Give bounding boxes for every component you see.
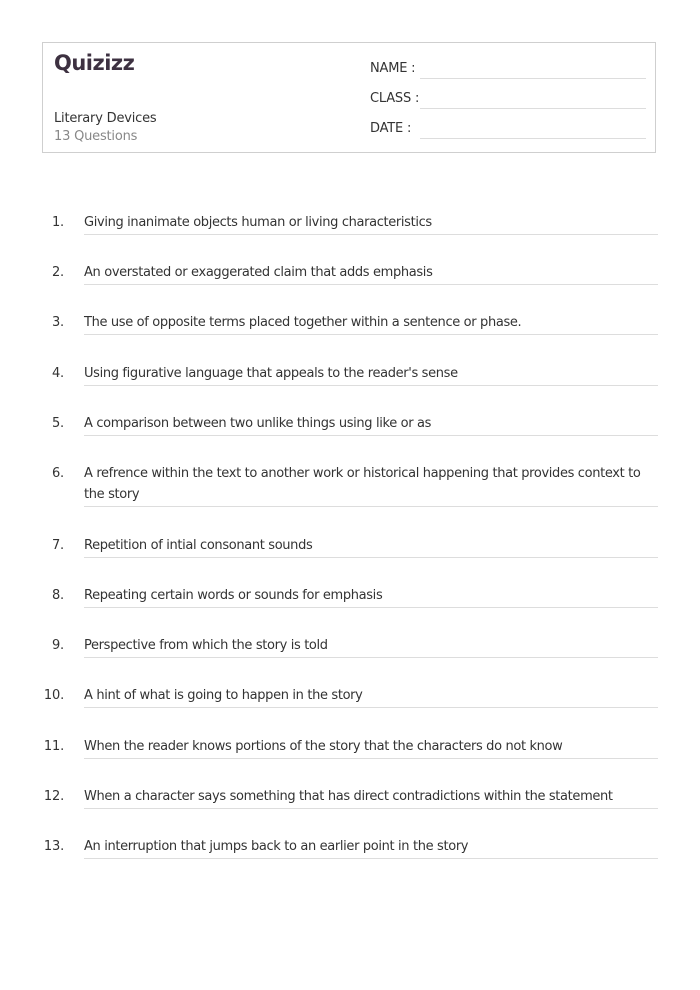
question-number: 11. [43, 739, 64, 754]
date-label: DATE : [370, 121, 412, 136]
question-number: 13. [43, 839, 64, 854]
question-text: Giving inanimate objects human or living characteristics [84, 212, 658, 235]
worksheet-title: Literary Devices [54, 111, 157, 126]
question-number: 10. [43, 688, 64, 703]
date-field[interactable] [370, 121, 646, 141]
quizizz-logo: Quizizz [54, 51, 135, 75]
question-text: Perspective from which the story is told [84, 635, 658, 658]
question-number: 3. [51, 315, 64, 330]
question-number: 8. [51, 588, 64, 603]
question-number: 1. [51, 215, 64, 230]
class-field[interactable] [370, 91, 646, 111]
name-field[interactable] [370, 61, 646, 81]
question-number: 5. [51, 416, 64, 431]
worksheet-header [42, 42, 656, 153]
question-number: 7. [51, 538, 64, 553]
question-number: 6. [51, 466, 64, 481]
question-text: When the reader knows portions of the story that the characters do not know [84, 736, 658, 759]
question-number: 9. [51, 638, 64, 653]
question-number: 2. [51, 265, 64, 280]
question-text: A comparison between two unlike things using like or as [84, 413, 658, 436]
question-text: Using figurative language that appeals to the reader's sense [84, 363, 658, 386]
question-count: 13 Questions [54, 129, 138, 144]
question-number: 4. [51, 366, 64, 381]
question-text: The use of opposite terms placed together within a sentence or phase. [84, 312, 658, 335]
question-text: A refrence within the text to another work or historical happening that provides context to the story [84, 463, 658, 507]
name-label: NAME : [370, 61, 416, 76]
question-text: Repetition of intial consonant sounds [84, 535, 658, 558]
name-line [420, 78, 646, 79]
date-line [420, 138, 646, 139]
question-text: An interruption that jumps back to an earlier point in the story [84, 836, 658, 859]
question-text: When a character says something that has direct contradictions within the statement [84, 786, 658, 809]
question-number: 12. [43, 789, 64, 804]
class-label: CLASS : [370, 91, 420, 106]
question-text: An overstated or exaggerated claim that adds emphasis [84, 262, 658, 285]
question-text: Repeating certain words or sounds for emphasis [84, 585, 658, 608]
question-text: A hint of what is going to happen in the story [84, 685, 658, 708]
class-line [420, 108, 646, 109]
